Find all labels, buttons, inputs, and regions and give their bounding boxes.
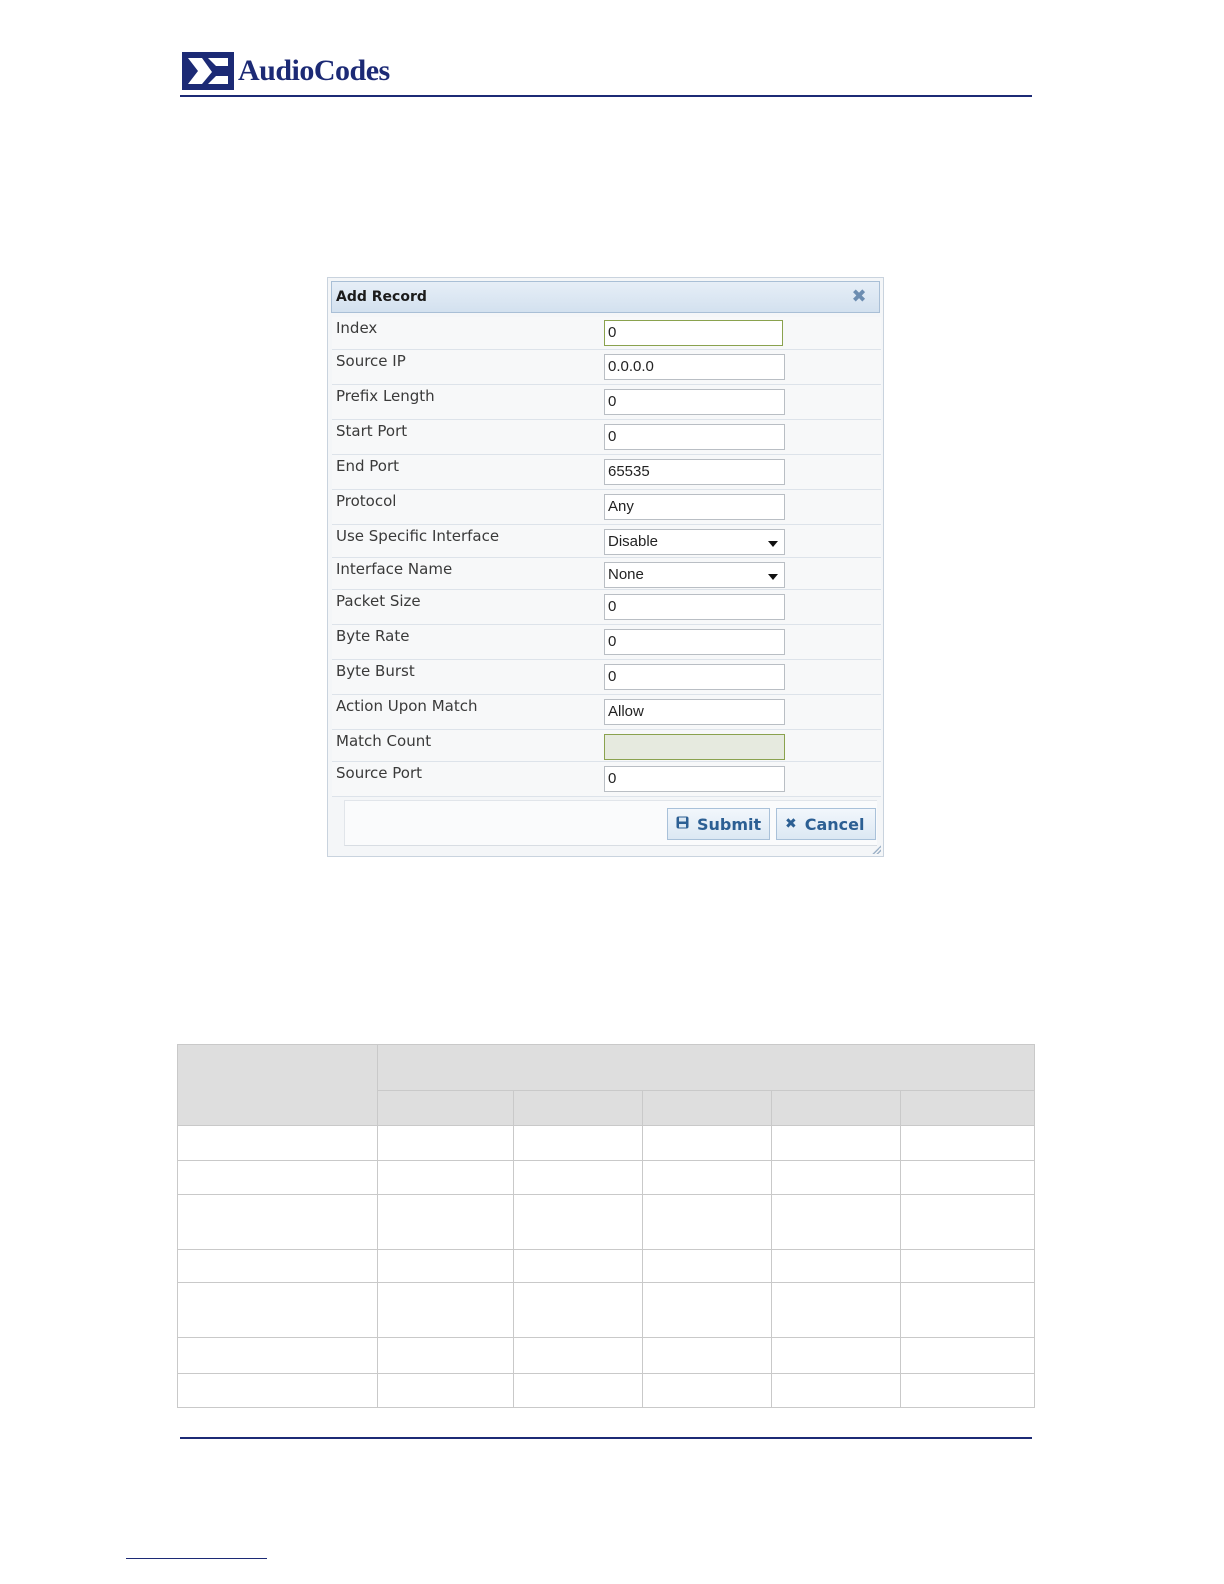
- source-ip-label: Source IP: [336, 352, 406, 370]
- byte-rate-label: Byte Rate: [336, 627, 410, 645]
- form-row-end-port: [332, 455, 881, 490]
- form-row-protocol: [332, 490, 881, 525]
- resize-grip-icon[interactable]: [871, 844, 881, 854]
- dialog-button-bar: [344, 800, 877, 846]
- table-row: [178, 1338, 1035, 1374]
- start-port-label: Start Port: [336, 422, 408, 440]
- cancel-button[interactable]: [776, 808, 876, 840]
- close-icon[interactable]: ✖: [851, 286, 867, 307]
- submit-button[interactable]: [667, 808, 770, 840]
- index-field[interactable]: [604, 320, 783, 346]
- form-row-interface-name: [332, 558, 881, 590]
- form-row-action-upon-match: [332, 695, 881, 730]
- match-count-field: [604, 734, 785, 760]
- byte-burst-field[interactable]: [604, 664, 785, 690]
- index-label: Index: [336, 319, 378, 337]
- action-upon-match-label: Action Upon Match: [336, 697, 478, 715]
- protocol-field[interactable]: [604, 494, 785, 520]
- source-port-field[interactable]: [604, 766, 785, 792]
- prefix-length-field[interactable]: [604, 389, 785, 415]
- add-record-dialog: [327, 277, 884, 857]
- end-port-field[interactable]: [604, 459, 785, 485]
- table-header-cell: [514, 1091, 643, 1126]
- protocol-label: Protocol: [336, 492, 397, 510]
- chevron-down-icon[interactable]: [768, 574, 778, 580]
- byte-rate-value: 0: [608, 633, 617, 650]
- cancel-x-icon: ✖: [785, 816, 797, 832]
- footnote-rule: [126, 1558, 267, 1559]
- table-row: [178, 1283, 1035, 1338]
- form-row-byte-burst: [332, 660, 881, 695]
- table-row: [178, 1195, 1035, 1250]
- table-header-cell: [178, 1045, 378, 1126]
- source-ip-field[interactable]: [604, 354, 785, 380]
- chevron-down-icon[interactable]: [768, 541, 778, 547]
- use-specific-interface-value: Disable: [608, 533, 659, 550]
- match-count-label: Match Count: [336, 732, 432, 750]
- byte-burst-value: 0: [608, 668, 617, 685]
- form-row-byte-rate: [332, 625, 881, 660]
- end-port-value: 65535: [608, 463, 650, 480]
- audiocodes-logo-icon: [182, 52, 234, 90]
- source-ip-value: 0.0.0.0: [608, 358, 654, 375]
- save-icon: [676, 816, 689, 833]
- table-header-cell: [643, 1091, 772, 1126]
- form-row-use-specific-interface: [332, 525, 881, 558]
- submit-label: Submit: [697, 814, 762, 834]
- source-port-label: Source Port: [336, 764, 423, 782]
- index-value: 0: [608, 324, 617, 341]
- end-port-label: End Port: [336, 457, 400, 475]
- brand-logo: [182, 50, 390, 92]
- table-header-cell: [772, 1091, 901, 1126]
- prefix-length-label: Prefix Length: [336, 387, 435, 405]
- cancel-label: Cancel: [804, 814, 865, 834]
- interface-name-label: Interface Name: [336, 560, 453, 578]
- footer-rule: [180, 1437, 1032, 1439]
- use-specific-interface-label: Use Specific Interface: [336, 527, 500, 545]
- interface-name-select[interactable]: [604, 562, 785, 588]
- form-row-prefix-length: [332, 385, 881, 420]
- table-row: [178, 1250, 1035, 1283]
- table-header-cell: [901, 1091, 1035, 1126]
- use-specific-interface-select[interactable]: [604, 529, 785, 555]
- table-header-cell: [378, 1045, 1035, 1091]
- start-port-field[interactable]: [604, 424, 785, 450]
- byte-rate-field[interactable]: [604, 629, 785, 655]
- table-row: [178, 1126, 1035, 1161]
- packet-size-value: 0: [608, 598, 617, 615]
- header-rule: [180, 95, 1032, 97]
- empty-table: [177, 1044, 1035, 1408]
- packet-size-field[interactable]: [604, 594, 785, 620]
- prefix-length-value: 0: [608, 393, 617, 410]
- packet-size-label: Packet Size: [336, 592, 421, 610]
- form-row-packet-size: [332, 590, 881, 625]
- table-header-cell: [378, 1091, 514, 1126]
- form-row-source-ip: [332, 350, 881, 385]
- byte-burst-label: Byte Burst: [336, 662, 415, 680]
- table-row: [178, 1161, 1035, 1195]
- interface-name-value: None: [608, 566, 644, 583]
- table-row: [178, 1374, 1035, 1408]
- form-row-start-port: [332, 420, 881, 455]
- form-row-match-count: [332, 730, 881, 762]
- action-upon-match-field[interactable]: [604, 699, 785, 725]
- protocol-value: Any: [608, 498, 634, 515]
- form-row-index: [332, 317, 881, 350]
- action-upon-match-value: Allow: [608, 703, 644, 720]
- source-port-value: 0: [608, 770, 617, 787]
- brand-name: AudioCodes: [238, 54, 390, 87]
- dialog-title: Add Record: [336, 289, 427, 305]
- start-port-value: 0: [608, 428, 617, 445]
- dialog-title-bar[interactable]: [331, 281, 880, 313]
- form-row-source-port: [332, 762, 881, 797]
